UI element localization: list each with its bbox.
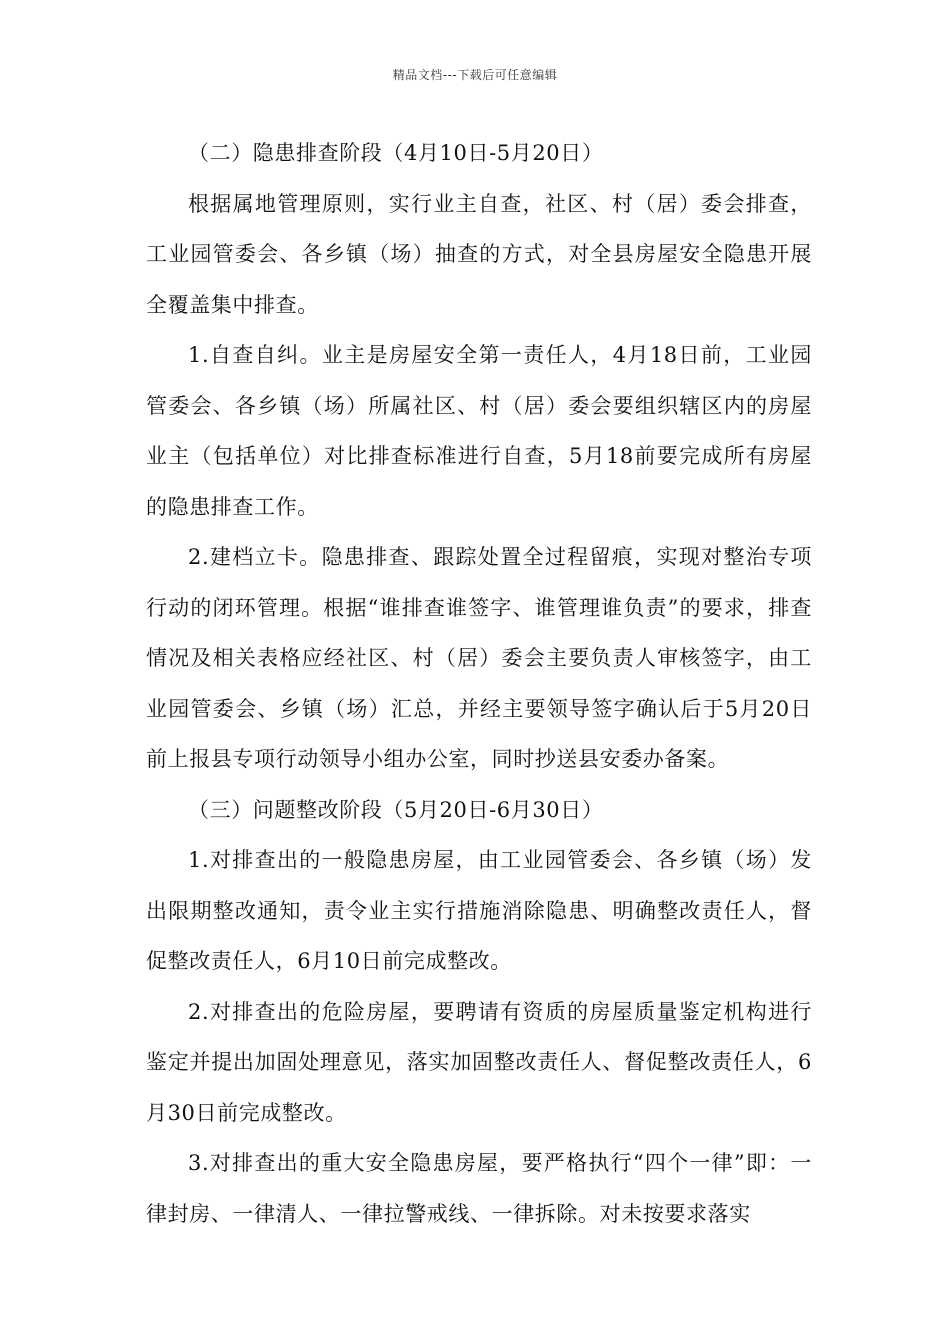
- page-header: 精品文档---下载后可任意编辑: [392, 68, 558, 82]
- section-heading-rectification: （三）问题整改阶段（5月20日-6月30日）: [188, 797, 604, 822]
- section-heading-hazard-inspection: （二）隐患排查阶段（4月10日-5月20日）: [188, 141, 604, 165]
- paragraph-self-check: 1.自查自纠。业主是房屋安全第一责任人，4月18日前，工业园管委会、各乡镇（场）所属社区、村（居）委会要组织辖区内的房屋业主（包括单位）对比排查标准进行自查，5月18前要完成所有房屋的隐患排查工作。: [146, 343, 812, 519]
- paragraph-general-hazard: 1.对排查出的一般隐患房屋，由工业园管委会、各乡镇（场）发出限期整改通知，责令业主实行措施消除隐患、明确整改责任人，督促整改责任人，6月10日前完成整改。: [146, 848, 812, 973]
- paragraph-dangerous-house: 2.对排查出的危险房屋，要聘请有资质的房屋质量鉴定机构进行鉴定并提出加固处理意见，落实加固整改责任人、督促整改责任人，6月30日前完成整改。: [146, 999, 812, 1125]
- paragraph-major-hazard: 3.对排查出的重大安全隐患房屋，要严格执行“四个一律”即：一律封房、一律清人、一律拉警戒线、一律拆除。对未按要求落实: [146, 1151, 812, 1226]
- document-body: [146, 128, 812, 1239]
- paragraph-inspection-principle: 根据属地管理原则，实行业主自查，社区、村（居）委会排查，工业园管委会、各乡镇（场）抽查的方式，对全县房屋安全隐患开展全覆盖集中排查。: [146, 191, 812, 317]
- paragraph-record-filing: 2.建档立卡。隐患排查、跟踪处置全过程留痕，实现对整治专项行动的闭环管理。根据“谁排查谁签字、谁管理谁负责”的要求，排查情况及相关表格应经社区、村（居）委会主要负责人审核签字，由工业园管委会、乡镇（场）汇总，并经主要领导签字确认后于5月20日前上报县专项行动领导小组办公室，同时抄送县安委办备案。: [146, 545, 812, 771]
